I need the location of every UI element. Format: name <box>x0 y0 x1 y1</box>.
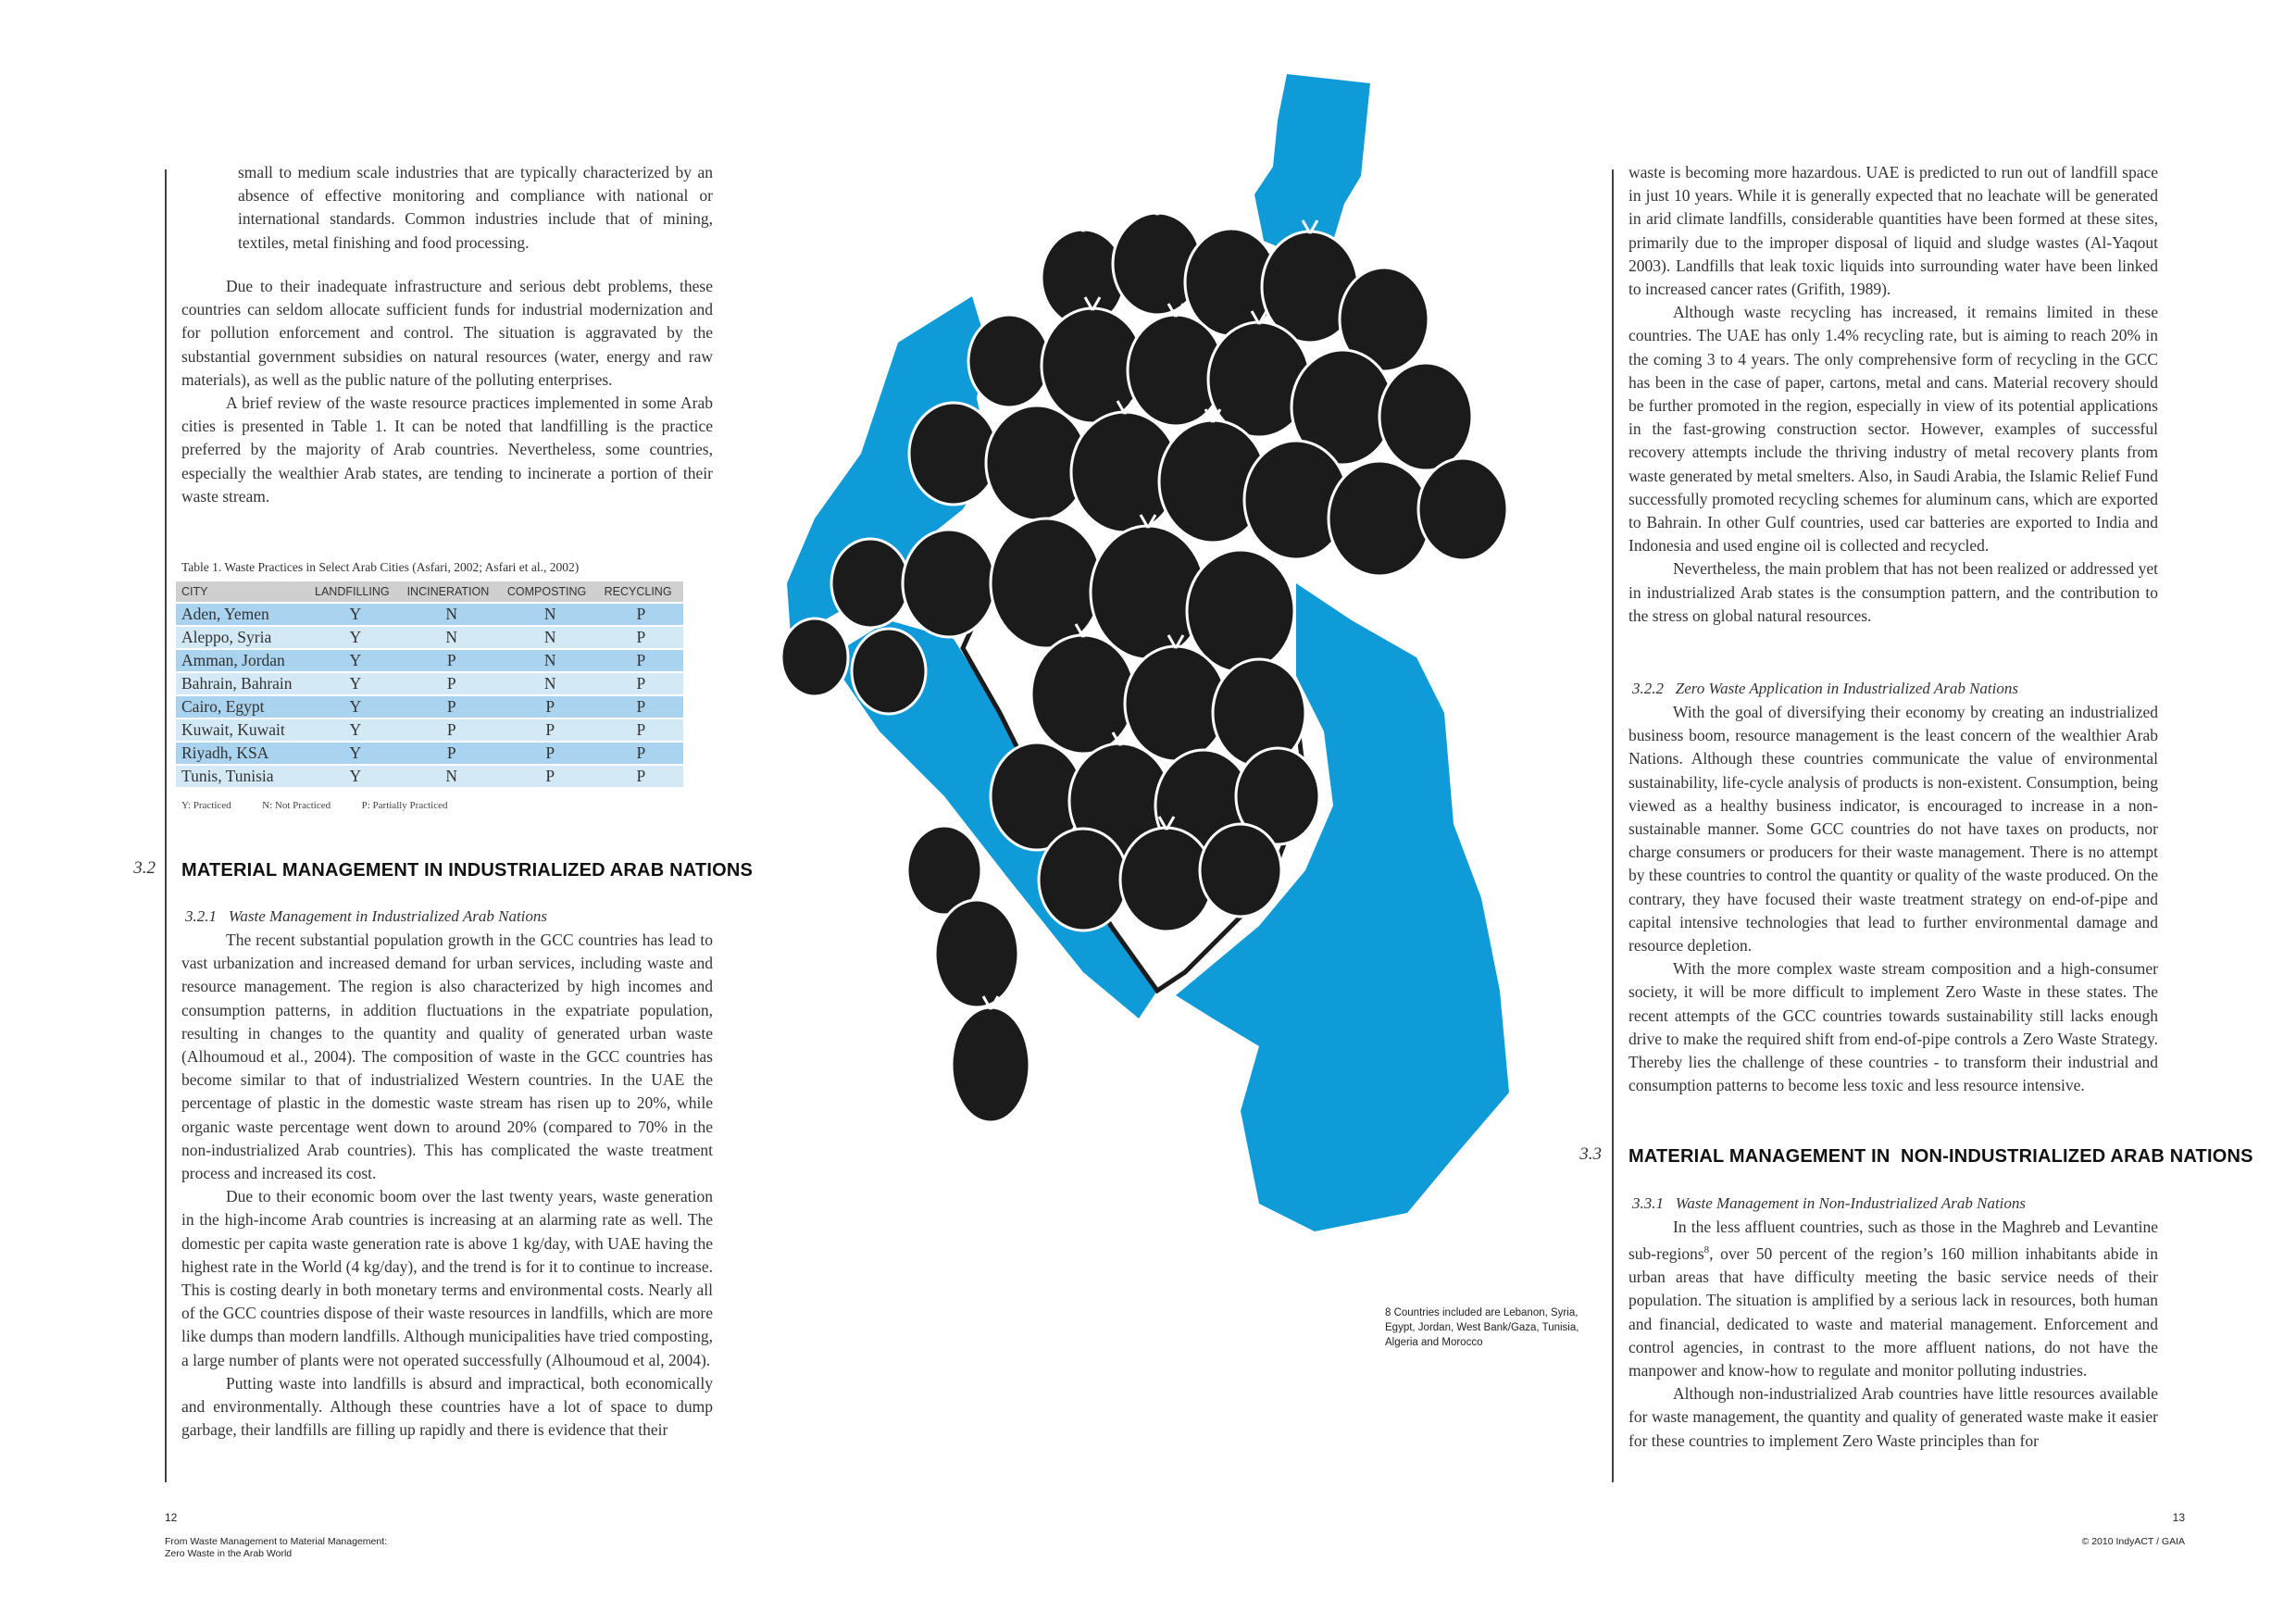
cell-composting: N <box>502 627 599 648</box>
footnote-8: 8 Countries included are Lebanon, Syria, Egypt, Jordan, West Bank/Gaza, Tunisia, Algeria and Morocco <box>1385 1307 1579 1348</box>
bag <box>952 1007 1029 1122</box>
cell-recycling: P <box>599 627 683 648</box>
cell-incineration: P <box>402 696 502 718</box>
paragraph-diversifying-economy: With the goal of diversifying their economy by creating an industrialized business boom, resource management is the least concern of the wealthier Arab Nations. Although these countries communicate the value of environmental sustainability, life-cycle analysis of products is non-existent. Consumption, being viewed as a healthy business indicator, is encouraged to increase in a non-sustainable manner. Some GCC countries do not have taxes on products, nor charge consumers or producers for their waste management. There is no attempt by these countries to control the quantity or quality of the waste produced. On the contrary, they have focused their waste treatment strategy on end-of-pipe and capital intensive technologies that lead to further environmental damage and resource depletion. <box>1628 703 2159 956</box>
bag <box>1379 363 1472 470</box>
header-city: CITY <box>176 581 309 602</box>
subsection-3-3-1: 3.3.1 Waste Management in Non-Industrialized Arab Nations <box>1632 1194 2026 1212</box>
cell-incineration: P <box>402 673 502 694</box>
subsection-3-2-1: 3.2.1 Waste Management in Industrialized Arab Nations <box>185 907 547 925</box>
table-row <box>176 673 683 694</box>
left-column-upper <box>181 275 713 508</box>
paragraph-consumption-pattern: Nevertheless, the main problem that has not been realized or addressed yet in industrialized Arab states is the consumption pattern, and the contribution to the stress on global natural resources. <box>1628 559 2158 625</box>
footer-title-line-2: Zero Waste in the Arab World <box>165 1548 293 1559</box>
cell-recycling: P <box>599 696 683 718</box>
cell-composting: P <box>502 719 599 741</box>
table-row <box>176 627 683 648</box>
header-landfilling: LANDFILLING <box>309 581 402 602</box>
cell-recycling: P <box>599 650 683 671</box>
table-row <box>176 719 683 741</box>
section-title-industrialized: MATERIAL MANAGEMENT IN INDUSTRIALIZED ARAB NATIONS <box>181 860 754 881</box>
cell-city: Aden, Yemen <box>176 604 309 625</box>
header-composting: COMPOSTING <box>502 581 599 602</box>
cell-landfilling: Y <box>309 719 402 741</box>
left-column-lower <box>181 929 713 1442</box>
table-header-row <box>176 581 683 602</box>
cell-landfilling: Y <box>309 743 402 764</box>
cell-city: Kuwait, Kuwait <box>176 719 309 741</box>
cell-composting: N <box>502 673 599 694</box>
bag <box>1120 828 1213 931</box>
bag <box>1031 635 1135 754</box>
cell-incineration: P <box>402 743 502 764</box>
footer-title-line-1: From Waste Management to Material Management: <box>165 1536 388 1547</box>
cell-incineration: P <box>402 719 502 741</box>
cell-landfilling: Y <box>309 604 402 625</box>
cell-recycling: P <box>599 766 683 787</box>
bag <box>991 518 1102 648</box>
right-margin-rule <box>1612 169 1614 1482</box>
bag <box>1200 824 1281 917</box>
left-footer <box>165 1536 387 1560</box>
legend-not-practiced: N: Not Practiced <box>262 800 331 811</box>
paragraph-economic-boom: Due to their economic boom over the last twenty years, waste generation in the high-income Arab countries is increasing at an alarming rate as well. The domestic per capita waste generation rate is above 1 kg/day, with UAE having the highest rate in the World (4 kg/day), and the trend is for it to continue to increase. This is costing dearly in both monetary terms and environmental costs. Nearly all of the GCC countries dispose of their waste resources in landfills, which are more like dumps than modern landfills. Although municipalities have tried composting, a large number of plants were not operated successfully (Alhoumoud et al, 2004). <box>181 1187 713 1369</box>
bag <box>1329 461 1430 576</box>
cell-landfilling: Y <box>309 696 402 718</box>
cell-recycling: P <box>599 604 683 625</box>
cell-composting: P <box>502 696 599 718</box>
waste-practices-table <box>176 580 683 789</box>
cell-incineration: P <box>402 650 502 671</box>
paragraph-debt-problems: Due to their inadequate infrastructure and serious debt problems, these countries can seldom allocate sufficient funds for industrial modernization and for pollution enforcement and control. The situation is aggravated by the substantial government subsidies on natural resources (water, energy and raw materials), as well as the public nature of the polluting enterprises. <box>181 277 713 389</box>
paragraph-little-resources: Although non-industrialized Arab countries have little resources available for waste management, the quantity and quality of generated waste make it easier for these countries to implement Zero Waste principles than for <box>1628 1384 2158 1450</box>
header-incineration: INCINERATION <box>402 581 502 602</box>
section-title-non-industrialized: MATERIAL MANAGEMENT IN NON-INDUSTRIALIZED ARAB NATIONS <box>1628 1146 2253 1167</box>
cell-city: Bahrain, Bahrain <box>176 673 309 694</box>
cell-composting: N <box>502 604 599 625</box>
paragraph-brief-review: A brief review of the waste resource practices implemented in some Arab cities is presented in Table 1. It can be noted that landfilling is the practice preferred by the majority of Arab countries. Nevertheless, some countries, especially the wealthier Arab states, are tending to incinerate a portion of their waste stream. <box>181 394 713 506</box>
bag <box>909 403 998 505</box>
paragraph-complex-waste-stream: With the more complex waste stream composition and a high-consumer society, it will be more difficult to implement Zero Waste in these states. The recent attempts of the GCC countries towards sustainability still lacks enough drive to make the required shift from end-of-pipe controls a Zero Waste Strategy. Thereby lies the challenge of these countries - to transform their industrial and consumption patterns to become less toxic and less resource intensive. <box>1628 959 2158 1095</box>
subsection-3-2-2: 3.2.2 Zero Waste Application in Industrialized Arab Nations <box>1632 680 2018 697</box>
cell-city: Aleppo, Syria <box>176 627 309 648</box>
paragraph-hazardous: waste is becoming more hazardous. UAE is predicted to run out of landfill space in just 10 years. While it is generally expected that no leachate will be generated in arid climate landfills, considerable quantities have been formed at these sites, primarily due to the improper disposal of liquid and sludge wastes (Al-Yaqout 2003). Landfills that leak toxic liquids into surrounding water have been linked to increased cancer rates (Grifith, 1989). <box>1628 163 2158 299</box>
paragraph-less-affluent: In the less affluent countries, such as those in the Maghreb and Levantine sub-regions$^8$, over 50 percent of the region’s 160 million inhabitants abide in urban areas that have difficulty meeting the basic service needs of their population. The situation is amplified by a serious lack in resources, both human and financial, dedicated to waste and material management. Enforcement and control agencies, in contrast to the more affluent nations, do not have the manpower and know-how to regulate and monitor polluting industries. <box>1628 1218 2158 1380</box>
cell-incineration: N <box>402 604 502 625</box>
cell-landfilling: Y <box>309 650 402 671</box>
right-column-middle <box>1628 701 2158 1097</box>
table-row <box>176 604 683 625</box>
right-column-upper <box>1628 161 2158 628</box>
table-caption: Table 1. Waste Practices in Select Arab Cities (Asfari, 2002; Asfari et al., 2002) <box>181 560 580 574</box>
right-page-number: 13 <box>2172 1511 2185 1524</box>
legend-practiced: Y: Practiced <box>181 800 231 811</box>
cell-city: Cairo, Egypt <box>176 696 309 718</box>
section-number-3-2: 3.2 <box>133 858 156 878</box>
cell-recycling: P <box>599 719 683 741</box>
table-row <box>176 650 683 671</box>
paragraph-landfills-absurd: Putting waste into landfills is absurd and impractical, both economically and environmentally. Although these countries have a lot of space to dump garbage, their landfills are filling up rapidly and there is evidence that their <box>181 1373 713 1440</box>
bag <box>852 629 926 714</box>
cell-city: Amman, Jordan <box>176 650 309 671</box>
header-recycling: RECYCLING <box>599 581 683 602</box>
bag <box>781 618 848 696</box>
cell-landfilling: Y <box>309 766 402 787</box>
bag <box>831 539 909 628</box>
bag <box>935 900 1018 1007</box>
table-legend <box>181 800 447 811</box>
left-margin-rule <box>165 169 167 1482</box>
legend-partially-practiced: P: Partially Practiced <box>361 800 448 811</box>
left-intro-paragraph: small to medium scale industries that are typically characterized by an absence of effective monitoring and compliance with national or international standards. Common industries include that of mining, textiles, metal finishing and food processing. <box>238 163 713 252</box>
section-number-3-3: 3.3 <box>1579 1144 1602 1164</box>
paragraph-population-growth: The recent substantial population growth in the GCC countries has lead to vast urbanization and increased demand for urban services, including waste and resource management. The region is also characterized by high incomes and consumption patterns, in addition fluctuations in the expatriate population, resulting in changes to the quantity and quality of generated urban waste (Alhoumoud et al., 2004). The composition of waste in the GCC countries has become similar to that of industrialized Western countries. In the UAE the percentage of plastic in the domestic waste stream has risen up to 20%, while organic waste percentage went down to around 20% (compared to 70% in the non-industrialized Arab countries). This has complicated the waste treatment process and increased its cost. <box>181 931 713 1183</box>
cell-landfilling: Y <box>309 673 402 694</box>
paragraph-recycling-limited: Although waste recycling has increased, it remains limited in these countries. The UAE has only 1.4% recycling rate, but is aiming to reach 20% in the coming 3 to 4 years. The only comprehensive form of recycling in the GCC has been in the case of paper, cartons, metal and cans. Material recovery should be further promoted in the region, especially in view of its potential applications in the fast-growing construction sector. However, examples of successful recovery attempts include the thriving industry of metal recovery plants from waste generated by metal smelters. Also, in Saudi Arabia, the Islamic Relief Fund successfully promoted recycling schemes for aluminum cans, which are exported to Bahrain. In other Gulf countries, used car batteries are exported to India and Indonesia and used engine oil is collected and recycled. <box>1628 303 2159 556</box>
table-row <box>176 743 683 764</box>
table-row <box>176 696 683 718</box>
right-column-lower <box>1628 1216 2158 1453</box>
cell-composting: N <box>502 650 599 671</box>
cell-composting: P <box>502 743 599 764</box>
cell-landfilling: Y <box>309 627 402 648</box>
bag <box>1418 458 1507 560</box>
cell-composting: P <box>502 766 599 787</box>
cell-incineration: N <box>402 627 502 648</box>
copyright-footer: © 2010 IndyACT / GAIA <box>2081 1536 2185 1547</box>
arabian-peninsula-garbage-bag-map <box>778 65 1537 1268</box>
cell-recycling: P <box>599 743 683 764</box>
cell-incineration: N <box>402 766 502 787</box>
cell-city: Tunis, Tunisia <box>176 766 309 787</box>
bag <box>968 315 1050 407</box>
bag <box>903 530 995 637</box>
table-row <box>176 766 683 787</box>
cell-recycling: P <box>599 673 683 694</box>
bag <box>1039 829 1128 931</box>
cell-city: Riyadh, KSA <box>176 743 309 764</box>
left-page-number: 12 <box>165 1511 178 1524</box>
bag <box>1125 646 1227 761</box>
footnote-ref-8: 8 <box>1703 1244 1710 1256</box>
